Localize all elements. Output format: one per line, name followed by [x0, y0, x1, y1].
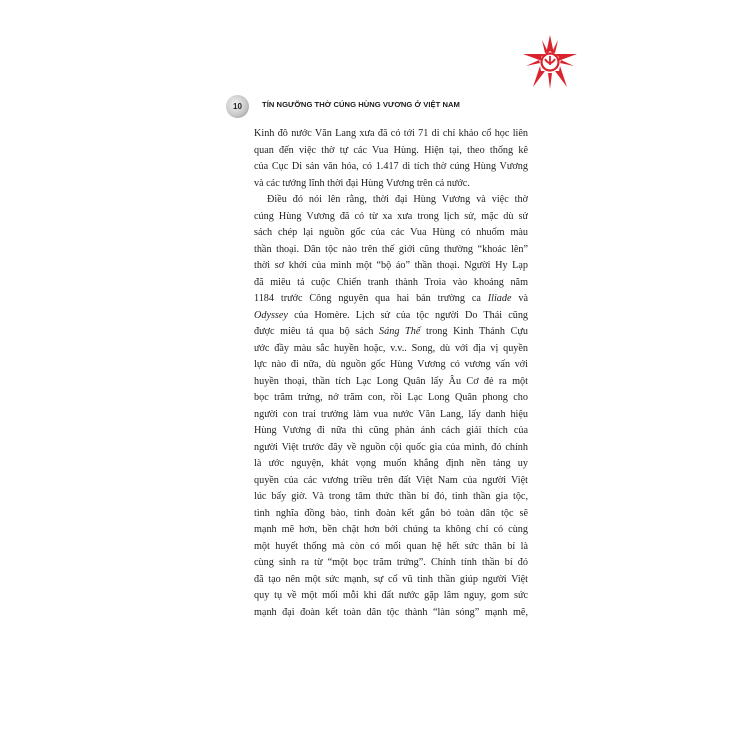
text-line: bọc trăm trứng, nở trăm con, rồi Lạc Long Quân phong cho [254, 392, 528, 403]
text-line: tình nghĩa đồng bào, tinh đoàn kết gắn bó toàn dân tộc sẽ [254, 507, 528, 519]
text-line: Điều đó nói lên rằng, thời đại Hùng Vương và việc thờ [267, 194, 528, 205]
publisher-star-logo-icon [520, 32, 580, 92]
text-line: ước đầy màu sắc huyền hoặc, v.v.. Song, dù với địa vị quyền [254, 342, 528, 354]
text-line: mạnh mẽ hơn, bền chặt hơn bởi chúng ta không chỉ có cùng [254, 524, 528, 535]
text-line: và các tướng lĩnh thời đại Hùng Vương trên cả nước. [254, 177, 470, 189]
text-line: quy tụ về một mối mỗi khi đất nước gặp lâm nguy, gom sức [254, 590, 528, 601]
text-line: sách chép lại nguồn gốc của các Vua Hùng có nhuốm màu [254, 227, 528, 238]
text-line: người con trai trưởng làm vua nước Văn Lang, lấy danh hiệu [254, 408, 528, 420]
text-line: lực nào đi nữa, dù nguồn gốc Hùng Vương có vương vấn với [254, 359, 528, 370]
text-line: đã miêu tả cuộc Chiến tranh thành Troia vào khoảng năm [254, 276, 528, 288]
text-line: Hùng Vương đi nữa thì cũng phản ánh cách giải thích của [254, 425, 528, 436]
text-line: 1184 trước Công nguyên qua hai bản trường ca Iliade và [254, 293, 528, 304]
text-line: quyền của các vương triều trên đất Việt Nam của người Việt [254, 474, 528, 486]
text-line: thời sơ khởi của mình một “bộ áo” thần thoại. Người Hy Lạp [254, 260, 528, 271]
page-number: 10 [226, 95, 249, 118]
text-line: được miêu tả qua bộ sách Sáng Thế trong Kinh Thánh Cựu [254, 326, 528, 337]
italic-title: Sáng Thế [379, 326, 421, 337]
text-line: cùng sinh ra từ “một bọc trăm trứng”. Chính tính thần bí đó [254, 557, 528, 568]
text-line: quan đến việc thờ tự các Vua Hùng. Hiện tại, theo thống kê [254, 144, 528, 156]
page-header [226, 95, 536, 119]
italic-title: Odyssey [254, 309, 288, 321]
text-line: của Cục Di sản văn hóa, có 1.417 di tích thờ cúng Hùng Vương [254, 161, 528, 172]
text-line: người Việt trước đây về nguồn cội quốc gia của mình, đó chính [254, 441, 528, 453]
text-line: một huyết thống mà còn có mối quan hệ hết sức thân bí là [254, 540, 528, 552]
text-line: thần thoại. Dân tộc nào trên thế giới cũng thường “khoác lên” [254, 243, 528, 255]
text-line: huyền thoại, thần tích Lạc Long Quân lấy Âu Cơ đẻ ra một [254, 375, 528, 387]
text-line: đã tạo nên một sức mạnh, sự cổ vũ tinh thần giúp người Việt [254, 573, 528, 585]
running-head: TÍN NGƯỠNG THỜ CÚNG HÙNG VƯƠNG Ở VIỆT NAM [262, 100, 460, 109]
italic-title: Iliade [487, 293, 512, 304]
text-line: cúng Hùng Vương đã có từ xa xưa trong lịch sử, mặc dù sử [254, 210, 528, 222]
text-line: mạnh đại đoàn kết toàn dân tộc thành “làn sóng” mạnh mẽ, [254, 606, 528, 618]
text-line: lúc bấy giờ. Và trong tâm thức thần bí đó, tinh thần gia tộc, [254, 491, 528, 502]
text-line: Odyssey của Homère. Lịch sử của tộc người Do Thái cũng [254, 309, 528, 321]
body-text [254, 126, 528, 621]
text-line: là ước nguyện, khát vọng muốn khẳng định nền tảng uy [254, 458, 528, 469]
text-line: Kinh đô nước Văn Lang xưa đã có tới 71 di chỉ khảo cổ học liên [254, 128, 528, 139]
